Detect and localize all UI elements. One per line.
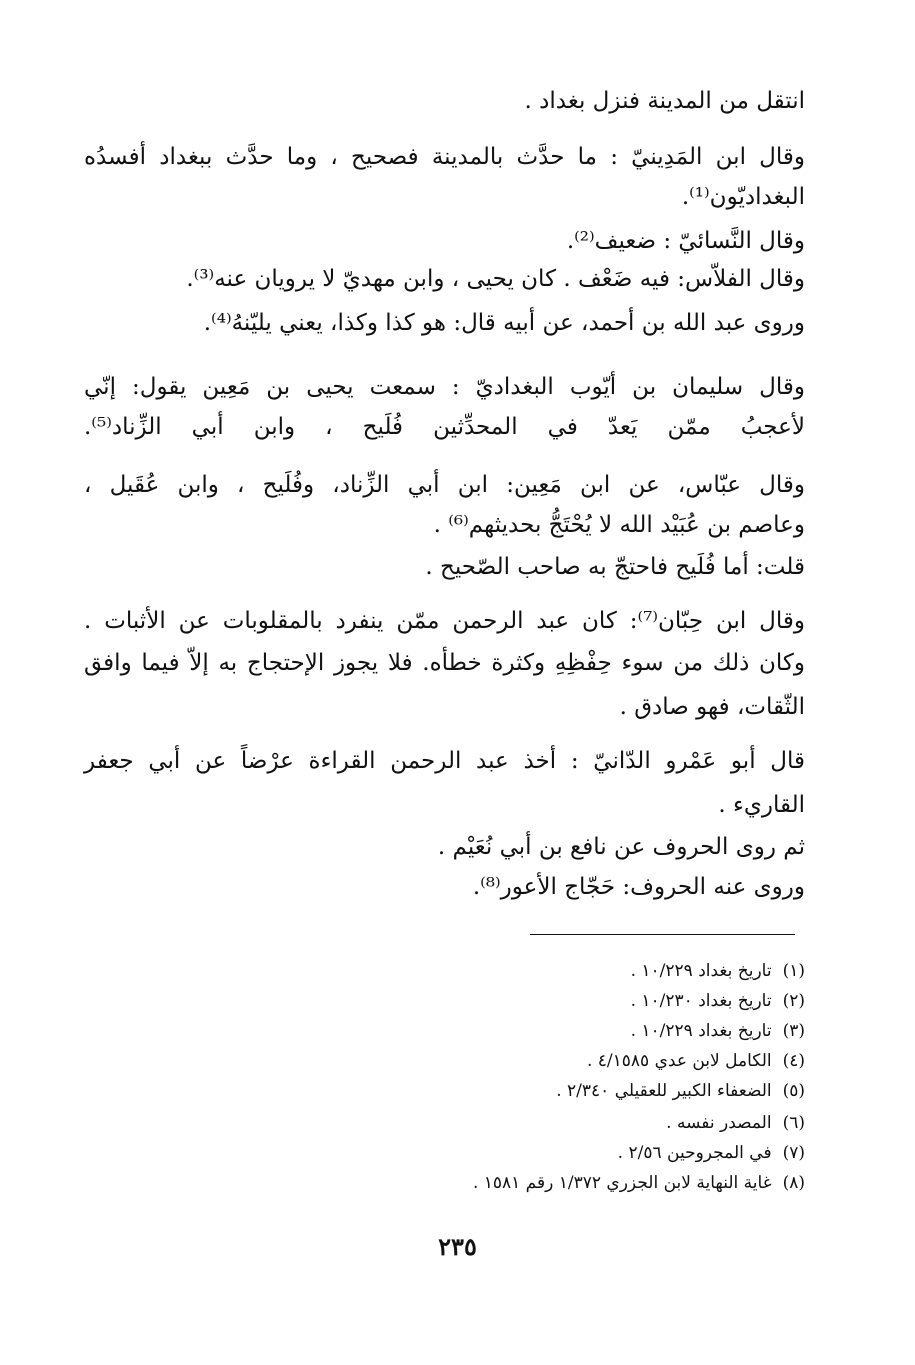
footnote-text: تاريخ بغداد ١٠/٢٢٩ .: [630, 961, 772, 981]
footnote-number: (٥): [782, 1081, 805, 1101]
footnote-number: (٤): [782, 1051, 805, 1071]
text-line: وقال سليمان بن أيّوب البغداديّ : سمعت يحيى بن مَعِين يقول: إنّي: [84, 374, 805, 400]
text-line: وروى عنه الحروف: حَجّاج الأعور⁽⁸⁾.: [472, 874, 805, 900]
text-line: البغداديّون⁽¹⁾.: [681, 184, 805, 210]
footnote-text: غاية النهاية لابن الجزري ١/٣٧٢ رقم ١٥٨١ .: [472, 1173, 772, 1193]
text-line: وقال عبّاس، عن ابن مَعِين: ابن أبي الزِّناد، وفُلَيح ، وابن عُقَيل ،: [84, 472, 805, 498]
footnote: [631, 988, 805, 1014]
text-line: لأعجبُ ممّن يَعدّ في المحدِّثين فُلَيح ، وابن أبي الزِّناد⁽⁵⁾.: [84, 414, 805, 440]
text-line: وقال الفلاّس: فيه ضَعْف . كان يحيى ، وابن مهديّ لا يرويان عنه⁽³⁾.: [186, 266, 805, 292]
footnote-divider: [530, 934, 795, 935]
footnote: [618, 1140, 805, 1166]
text-line: قلت: أما فُلَيح فاحتجّ به صاحب الصّحيح .: [425, 554, 805, 580]
footnote: [556, 1078, 805, 1104]
footnote-text: تاريخ بغداد ١٠/٢٢٩ .: [630, 1021, 772, 1041]
footnote-number: (١): [782, 961, 805, 981]
text-line: انتقل من المدينة فنزل بغداد .: [524, 88, 805, 114]
footnote-number: (٢): [782, 991, 805, 1011]
text-line: الثّقات، فهو صادق .: [619, 694, 805, 720]
page-number: ٢٣٥: [438, 1232, 477, 1261]
footnote-text: تاريخ بغداد ١٠/٢٣٠ .: [630, 991, 772, 1011]
footnote-number: (٧): [782, 1143, 805, 1163]
footnote: [631, 958, 805, 984]
footnote: [631, 1018, 805, 1044]
footnote-number: (٣): [782, 1021, 805, 1041]
footnote: [473, 1170, 805, 1196]
text-line: وكان ذلك من سوء حِفْظِهِ وكثرة خطأه. فلا يجوز الإحتجاج به إلاّ فيما وافق: [84, 650, 805, 676]
text-line: وقال النَّسائيّ : ضعيف⁽²⁾.: [566, 228, 805, 254]
text-line: وقال ابن حِبّان⁽⁷⁾: كان عبد الرحمن ممّن ينفرد بالمقلوبات عن الأثبات .: [84, 608, 805, 634]
text-line: ثم روى الحروف عن نافع بن أبي نُعَيْم .: [437, 834, 805, 860]
footnote-text: الضعفاء الكبير للعقيلي ٢/٣٤٠ .: [556, 1081, 772, 1101]
footnote: [666, 1110, 805, 1136]
footnote-text: في المجروحين ٢/٥٦ .: [617, 1143, 772, 1163]
text-line: قال أبو عَمْرو الدّانيّ : أخذ عبد الرحمن القراءة عرْضاً عن أبي جعفر: [84, 748, 805, 774]
footnote: [587, 1048, 805, 1074]
footnote-text: الكامل لابن عدي ٤/١٥٨٥ .: [586, 1051, 772, 1071]
text-line: وقال ابن المَدِينيّ : ما حدَّث بالمدينة فصحيح ، وما حدَّث ببغداد أفسدُه: [84, 144, 805, 170]
text-line: القاريء .: [718, 792, 805, 818]
footnote-text: المصدر نفسه .: [666, 1113, 772, 1133]
text-line: وروى عبد الله بن أحمد، عن أبيه قال: هو كذا وكذا، يعني يليّنهُ⁽⁴⁾.: [203, 310, 805, 336]
footnote-number: (٦): [782, 1113, 805, 1133]
footnote-number: (٨): [782, 1173, 805, 1193]
text-line: وعاصم بن عُبَيْد الله لا يُحْتَجُّ بحديثهم⁽⁶⁾ .: [433, 512, 805, 538]
